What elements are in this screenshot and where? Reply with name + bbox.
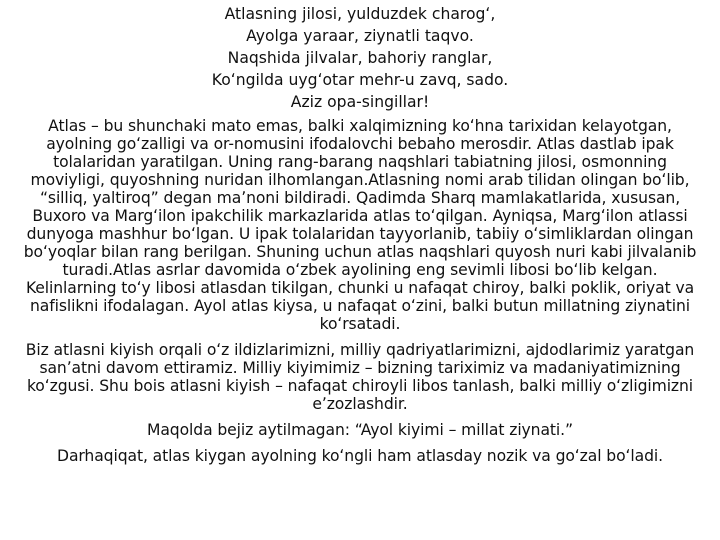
poem-line-2: Ayolga yaraar, ziynatli taqvo.	[246, 27, 474, 45]
poem-line-4: Koʻngilda uygʻotar mehr-u zavq, sado.	[211, 71, 509, 89]
poem-line-3: Naqshida jilvalar, bahoriy ranglar,	[227, 49, 493, 67]
poem-line-1: Atlasning jilosi, yulduzdek charogʻ,	[224, 5, 496, 23]
paragraph-atlas-history: Atlas – bu shunchaki mato emas, balki xalqimizning koʻhna tarixidan kelayotgan, ayolning goʻzalligi va or-nomusini ifodalovchi bebaho merosdir. Atlas dastlab ipak tolalaridan yaratilgan. Uning rang-barang naqshlari tabiatning jilosi, osmonning moviyligi, quyoshning nuridan ilhomlangan.Atlasning nomi arab tilidan olingan boʻlib, “silliq, yaltiroq” degan maʼnoni bildiradi. Qadimda Sharq mamlakatlarida, xususan, Buxoro va Margʻilon ipakchilik markazlarida atlas toʻqilgan. Ayniqsa, Margʻilon atlassi dunyoga mashhur boʻlgan. U ipak tolalaridan tayyorlanib, tabiiy oʻsimliklardan olingan boʻyoqlar bilan rang berilgan. Shuning uchun atlas naqshlari quyosh nuri kabi jilvalanib turadi.Atlas asrlar davomida oʻzbek ayolining eng sevimli libosi boʻlib kelgan. Kelinlarning toʻy libosi atlasdan tikilgan, chunki u nafaqat chiroy, balki poklik, oriyat va nafislikni ifodalagan. Ayol atlas kiysa, u nafaqat oʻzini, balki butun millatning ziynatini koʻrsatadi.	[23, 117, 697, 333]
paragraph-proverb: Maqolda bejiz aytilmagan: “Ayol kiyimi – millat ziynati.”	[146, 421, 574, 439]
greeting: Aziz opa-singillar!	[290, 93, 430, 111]
paragraph-national-heritage: Biz atlasni kiyish orqali oʻz ildizlarimizni, milliy qadriyatlarimizni, ajdodlarimiz yaratgan sanʼatni davom ettiramiz. Milliy kiyimimiz – bizning tariximiz va madaniyatimizning koʻzgusi. Shu bois atlasni kiyish – nafaqat chiroyli libos tanlash, balki milliy oʻzligimizni eʼzozlashdir.	[25, 341, 695, 413]
paragraph-conclusion: Darhaqiqat, atlas kiygan ayolning koʻngli ham atlasday nozik va goʻzal boʻladi.	[57, 447, 663, 465]
